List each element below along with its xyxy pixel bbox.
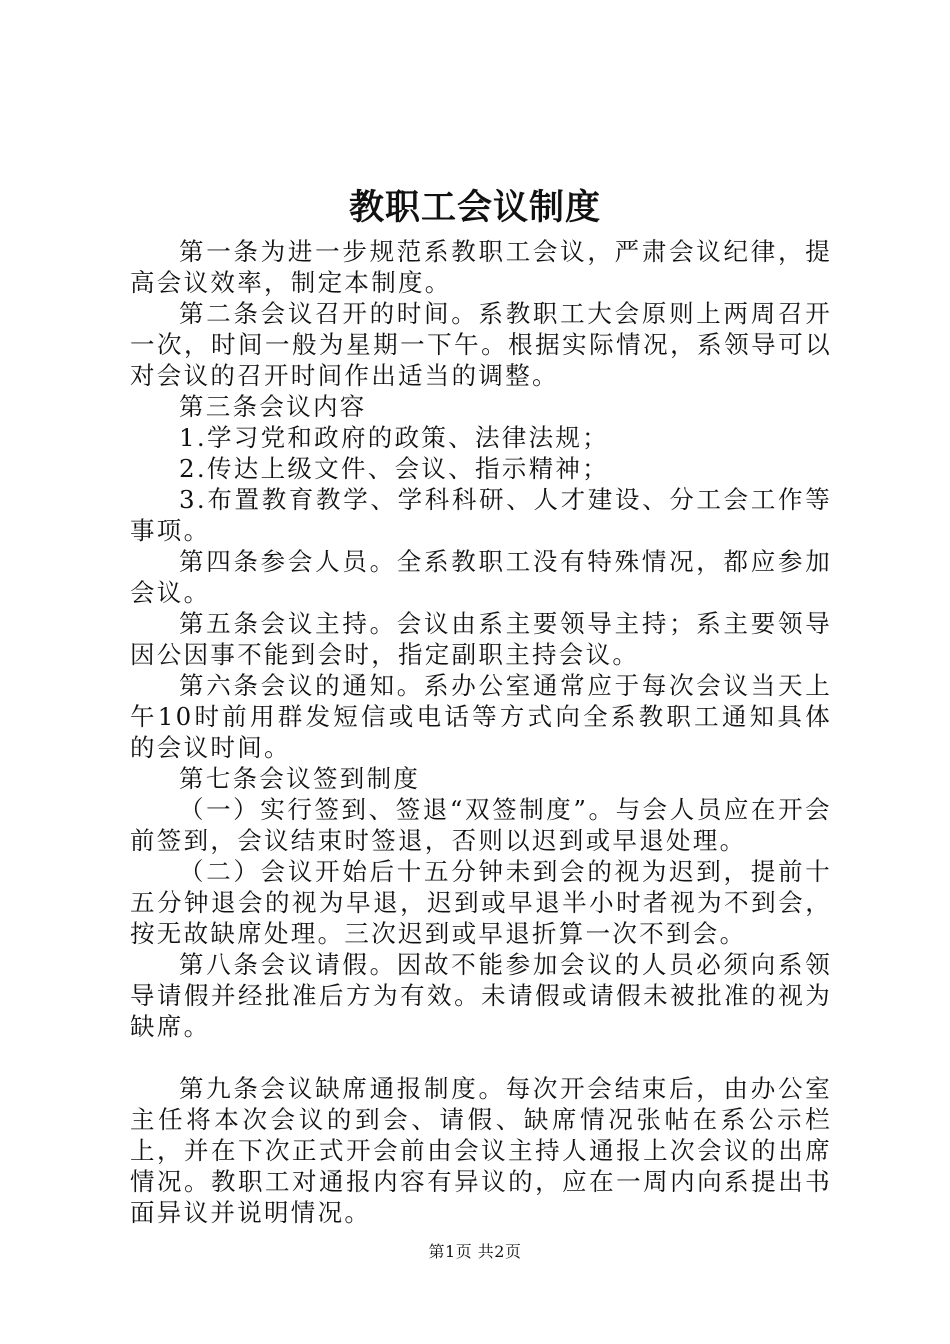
- article-7-heading: 第七条会议签到制度: [179, 764, 421, 793]
- article-9-paragraph: 第九条会议缺席通报制度。每次开会结束后，由办公室主任将本次会议的到会、请假、缺席情况张帖在系公示栏上，并在下次正式开会前由会议主持人通报上次会议的出席情况。教职工对通报内容有异议的，应在一周内向系提出书面异议并说明情况。: [130, 1074, 832, 1227]
- article-7-item-2: （二）会议开始后十五分钟未到会的视为迟到，提前十五分钟退会的视为早退，迟到或早退半小时者视为不到会，按无故缺席处理。三次迟到或早退折算一次不到会。: [130, 857, 832, 948]
- document-body: [130, 236, 832, 1228]
- article-3-heading: 第三条会议内容: [179, 392, 367, 421]
- article-3-item-1: 1.学习党和政府的政策、法律法规；: [179, 423, 609, 452]
- article-8-paragraph: 第八条会议请假。因故不能参加会议的人员必须向系领导请假并经批准后方为有效。未请假或请假未被批准的视为缺席。: [130, 950, 832, 1041]
- article-5-paragraph: 第五条会议主持。会议由系主要领导主持；系主要领导因公因事不能到会时，指定副职主持会议。: [130, 609, 832, 669]
- article-1-paragraph: 第一条为进一步规范系教职工会议，严肃会议纪律，提高会议效率，制定本制度。: [130, 237, 832, 297]
- article-4-paragraph: 第四条参会人员。全系教职工没有特殊情况，都应参加会议。: [130, 547, 832, 607]
- page-number-footer: 第1页 共2页: [428, 1242, 522, 1261]
- article-6-paragraph: 第六条会议的通知。系办公室通常应于每次会议当天上午10时前用群发短信或电话等方式向全系教职工通知具体的会议时间。: [130, 671, 832, 762]
- article-7-item-1: （一）实行签到、签退“双签制度”。与会人员应在开会前签到，会议结束时签退，否则以迟到或早退处理。: [130, 795, 832, 855]
- article-2-paragraph: 第二条会议召开的时间。系教职工大会原则上两周召开一次，时间一般为星期一下午。根据实际情况，系领导可以对会议的召开时间作出适当的调整。: [130, 299, 832, 390]
- document-title: 教职工会议制度: [348, 187, 601, 228]
- article-3-item-2: 2.传达上级文件、会议、指示精神；: [179, 454, 609, 483]
- article-3-item-3: 3.布置教育教学、学科科研、人才建设、分工会工作等事项。: [130, 485, 832, 545]
